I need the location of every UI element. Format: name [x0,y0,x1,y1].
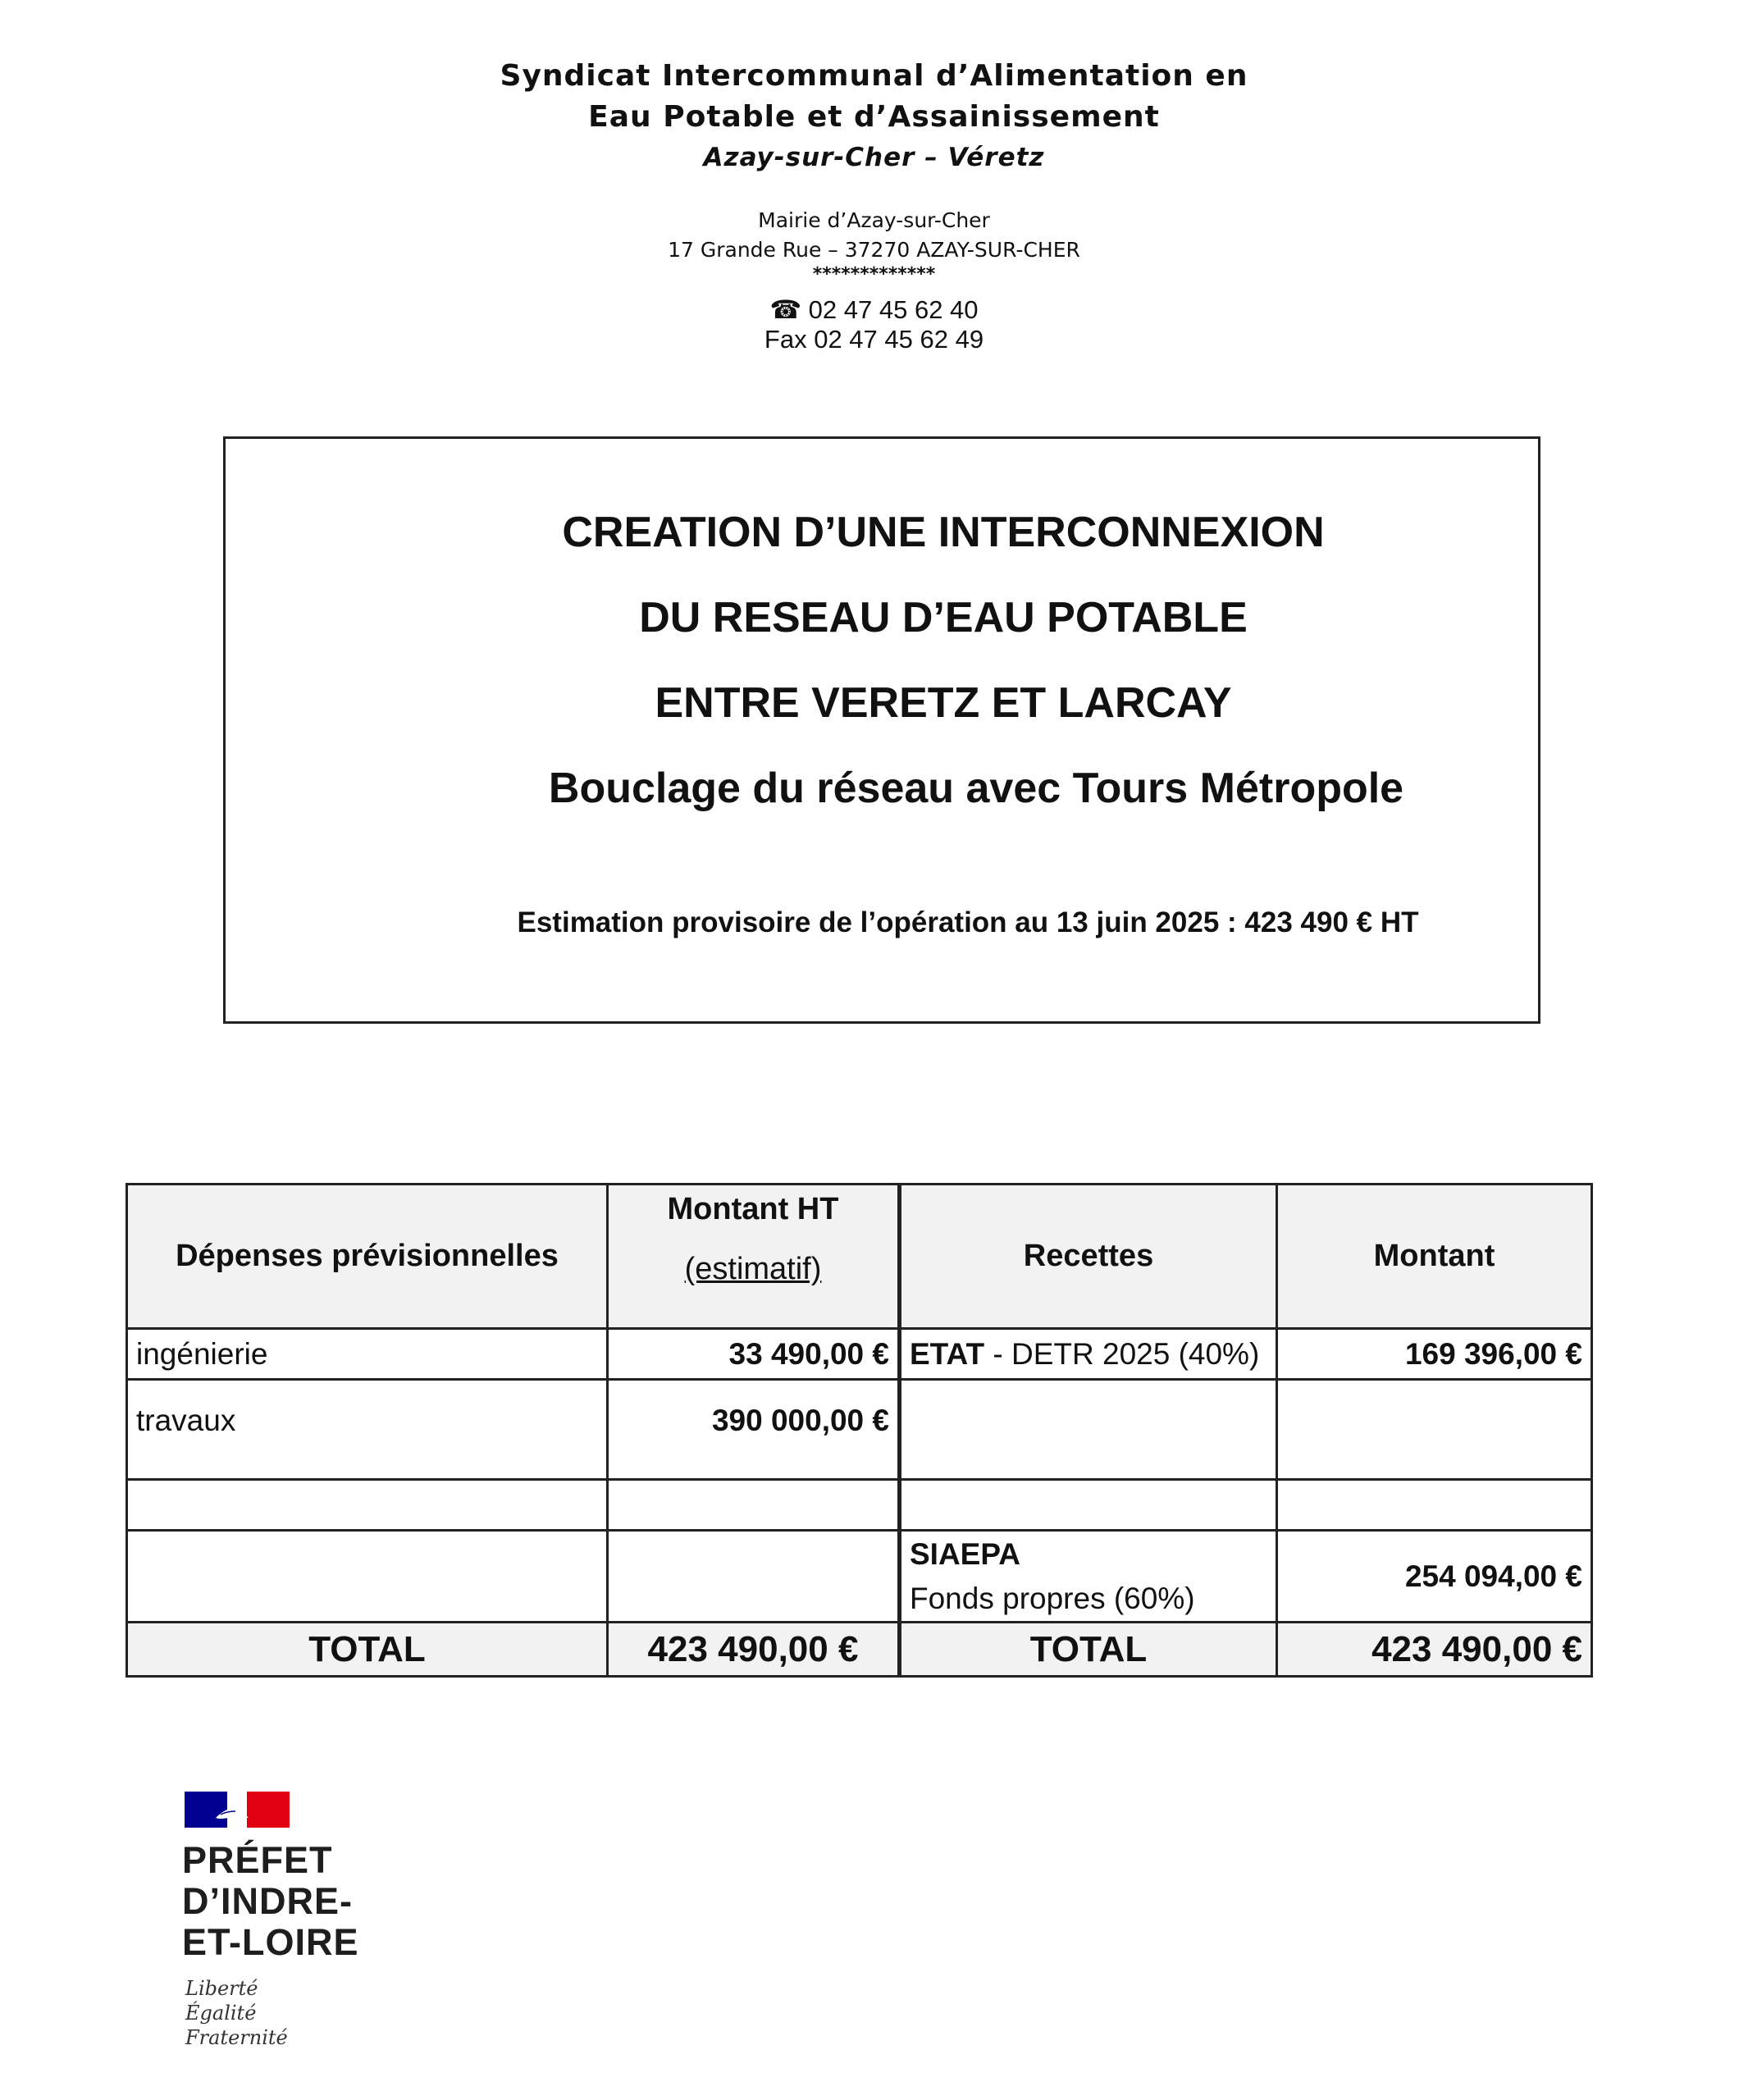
motto-fraternite: Fraternité [185,2026,288,2049]
table-row [127,1380,1592,1480]
header-montant-ht-note: (estimatif) [684,1252,822,1286]
recette-source: ETAT [910,1336,985,1371]
total-label-depenses: TOTAL [127,1623,608,1677]
motto-egalite: Égalité [185,2002,257,2025]
motto-liberte: Liberté [185,1977,258,2000]
header-recettes: Recettes [900,1185,1277,1329]
total-value-depenses: 423 490,00 € [608,1623,900,1677]
montant-ht-cell: 390 000,00 € [608,1380,900,1480]
montant-cell: 169 396,00 € [1277,1329,1592,1380]
depense-cell: ingénierie [127,1329,608,1380]
depense-cell [127,1531,608,1623]
recette-source [910,1532,1267,1577]
title-line2: DU RESEAU D’EAU POTABLE [639,594,1248,641]
marianne-profile-icon [209,1798,255,1823]
depense-cell: travaux [127,1380,608,1480]
montant-cell [1277,1480,1592,1531]
header-montant-ht [608,1185,900,1329]
table-row [127,1531,1592,1623]
recette-detail: Fonds propres (60%) [910,1581,1195,1615]
address-line2: 17 Grande Rue – 37270 AZAY-SUR-CHER [668,238,1080,262]
address-line1: Mairie d’Azay-sur-Cher [758,208,990,232]
table-header-row [127,1185,1592,1329]
prefet-line2: D’INDRE- [182,1880,353,1922]
prefet-line3: ET-LOIRE [182,1921,359,1963]
title-frame [223,436,1540,1024]
montant-ht-cell: 33 490,00 € [608,1329,900,1380]
montant-cell: 254 094,00 € [1277,1531,1592,1623]
recette-detail: - DETR 2025 (40%) [984,1336,1260,1371]
header-montant-ht-label: Montant HT [667,1192,839,1226]
total-label-recettes: TOTAL [900,1623,1277,1677]
estimate-statement: Estimation provisoire de l’opération au 13 juin 2025 : 423 490 € HT [517,906,1419,938]
title-line1: CREATION D’UNE INTERCONNEXION [562,509,1325,556]
total-row [127,1623,1592,1677]
title-line3: ENTRE VERETZ ET LARCAY [655,679,1232,727]
montant-ht-cell [608,1480,900,1531]
depense-cell [127,1480,608,1531]
table-row [127,1480,1592,1531]
subtitle: Bouclage du réseau avec Tours Métropole [548,765,1404,812]
organization-communes: Azay-sur-Cher – Véretz [703,143,1045,172]
recette-source-label: SIAEPA [910,1536,1021,1571]
header-montant: Montant [1277,1185,1592,1329]
header-depenses: Dépenses prévisionnelles [127,1185,608,1329]
budget-table [126,1183,1593,1678]
fax-number: Fax 02 47 45 62 49 [764,325,984,354]
prefet-line1: PRÉFET [182,1839,333,1881]
table-row [127,1329,1592,1380]
marianne-flag-icon [185,1792,290,1828]
total-value-recettes: 423 490,00 € [1277,1623,1592,1677]
recette-cell [900,1329,1277,1380]
phone-number: ☎ 02 47 45 62 40 [769,295,979,324]
organization-name-line2: Eau Potable et d’Assainissement [588,100,1160,134]
recette-cell [900,1380,1277,1480]
recette-cell [900,1480,1277,1531]
montant-cell [1277,1380,1592,1480]
montant-ht-cell [608,1531,900,1623]
header-separator: ************* [812,264,936,285]
recette-cell [900,1531,1277,1623]
organization-name-line1: Syndicat Intercommunal d’Alimentation en [500,59,1248,93]
